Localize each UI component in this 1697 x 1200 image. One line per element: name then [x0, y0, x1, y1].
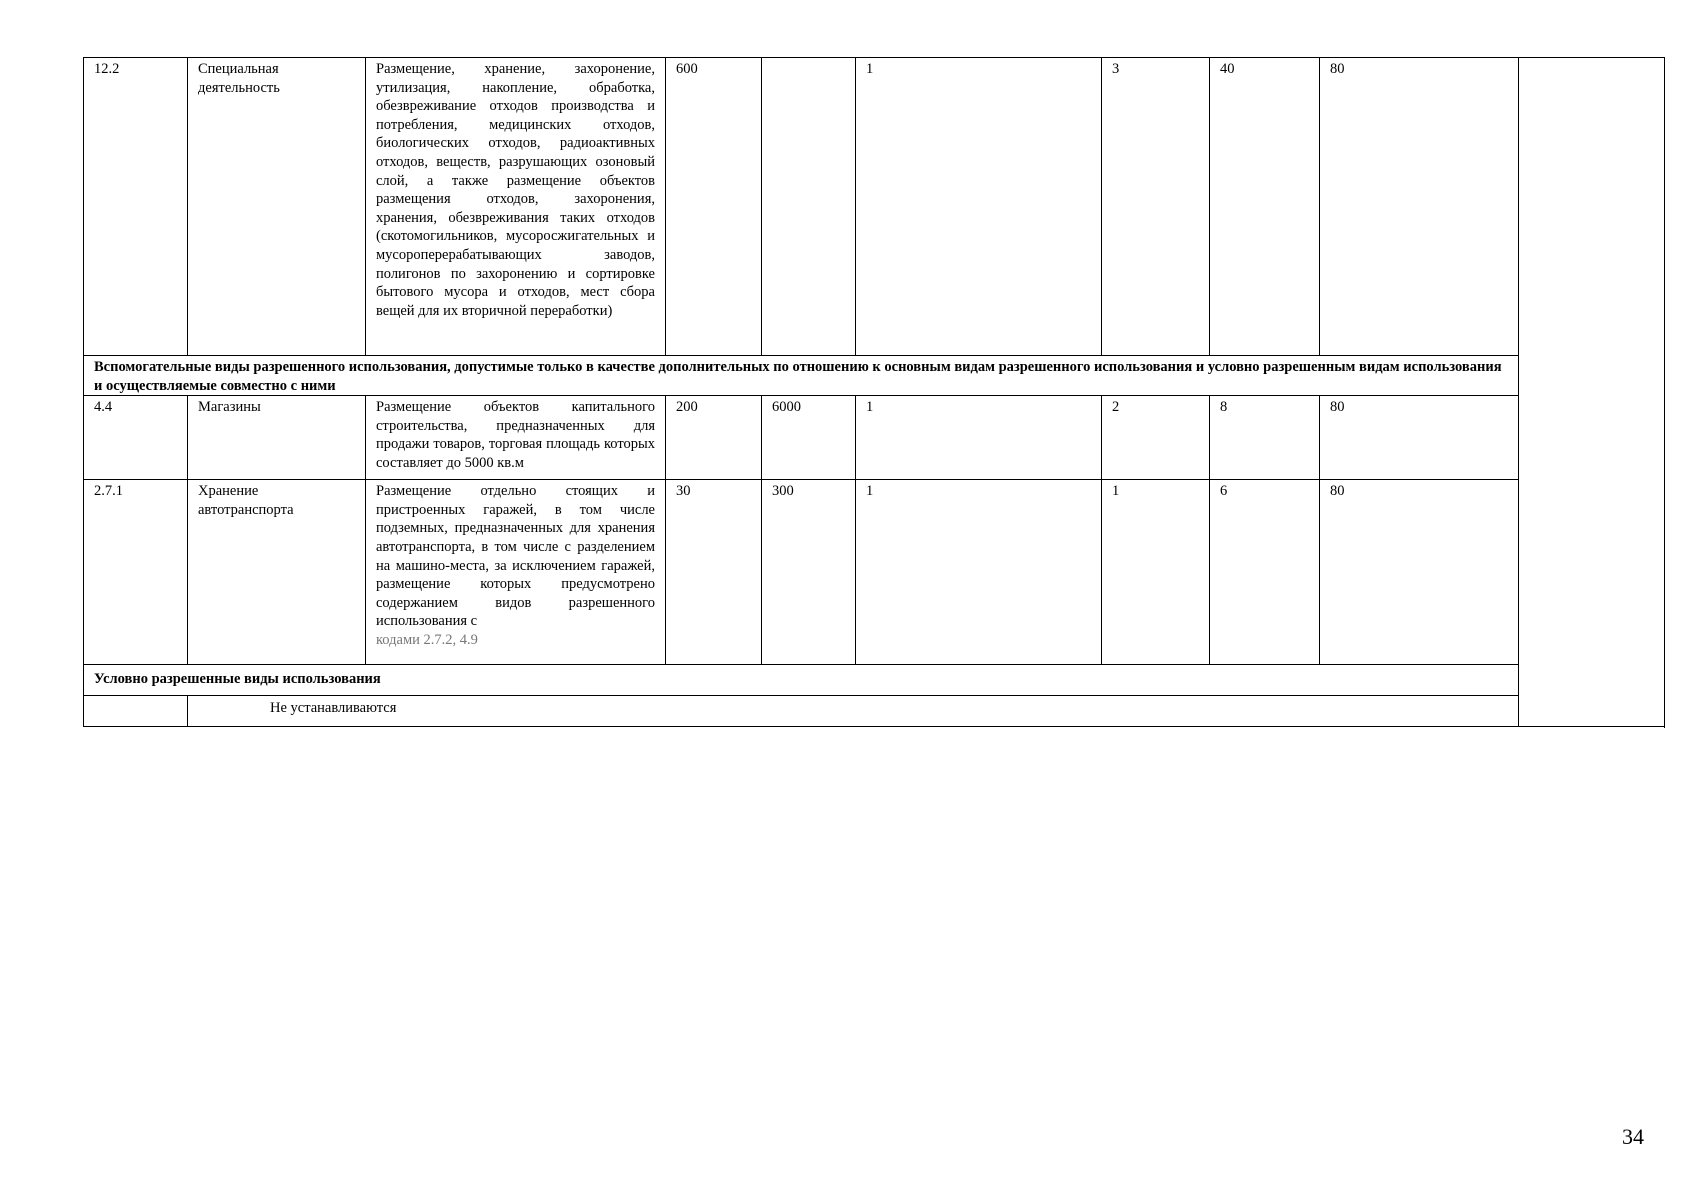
table-row: [84, 696, 1665, 727]
coverage-cell: 80: [1320, 58, 1519, 356]
height-cell: 6: [1210, 480, 1320, 665]
name-cell: Магазины: [188, 396, 366, 480]
table-row: [84, 480, 1665, 665]
section-row: [84, 356, 1665, 396]
coverage-cell: 80: [1320, 396, 1519, 480]
floors-cell: 1: [1102, 480, 1210, 665]
code-cell: 2.7.1: [84, 480, 188, 665]
code-cell: 12.2: [84, 58, 188, 356]
table-row: [84, 58, 1665, 356]
min-area-cell: 600: [666, 58, 762, 356]
max-area-cell: [762, 58, 856, 356]
max-area-cell: 6000: [762, 396, 856, 480]
land-use-table: [83, 57, 1665, 727]
height-cell: 8: [1210, 396, 1320, 480]
setback-cell: 1: [856, 396, 1102, 480]
description-cell: Размещение объектов капитального строительства, предназначенных для продажи товаров, торговая площадь которых составляет до 5000 кв.м: [366, 396, 666, 480]
max-area-cell: 300: [762, 480, 856, 665]
page-number: 34: [1622, 1124, 1644, 1149]
description-cell: Размещение, хранение, захоронение, утилизация, накопление, обработка, обезвреживание отходов производства и потребления, медицинских отходов, биологических отходов, радиоактивных отходов, веществ, разрушающих озоновый слой, а также размещение объектов размещения отходов, захоронения, хранения, обезвреживания таких отходов (скотомогильников, мусоросжигательных и мусороперерабатывающих заводов, полигонов по захоронению и сортировке бытового мусора и отходов, мест сбора вещей для их вторичной переработки): [366, 58, 666, 356]
description-codes-text: кодами 2.7.2, 4.9: [376, 631, 478, 648]
floors-cell: 3: [1102, 58, 1210, 356]
description-text: Размещение отдельно стоящих и пристроенных гаражей, в том числе подземных, предназначенных для хранения автотранспорта, в том числе с разделением на машино-места, за исключением гаражей, размещение которых предусмотрено содержанием видов разрешенного использования с: [376, 483, 655, 630]
extra-column-cell: [1519, 58, 1665, 727]
section-row: [84, 665, 1665, 696]
setback-cell: 1: [856, 58, 1102, 356]
coverage-cell: 80: [1320, 480, 1519, 665]
height-cell: 40: [1210, 58, 1320, 356]
description-cell: [366, 480, 666, 665]
section-auxiliary-title: Вспомогательные виды разрешенного использования, допустимые только в качестве дополнительных по отношению к основным видам разрешенного использования и условно разрешенным видам использования и осуществляемые совместно с ними: [84, 356, 1519, 396]
code-cell: 4.4: [84, 396, 188, 480]
conditional-note-cell: [188, 696, 1519, 727]
code-cell: [84, 696, 188, 727]
section-conditional-title: Условно разрешенные виды использования: [84, 665, 1519, 696]
setback-cell: 1: [856, 480, 1102, 665]
table-row: [84, 396, 1665, 480]
min-area-cell: 200: [666, 396, 762, 480]
floors-cell: 2: [1102, 396, 1210, 480]
conditional-note: Не устанавливаются: [270, 700, 397, 717]
min-area-cell: 30: [666, 480, 762, 665]
name-cell: Хранение автотранспорта: [188, 480, 366, 665]
name-cell: Специальная деятельность: [188, 58, 366, 356]
